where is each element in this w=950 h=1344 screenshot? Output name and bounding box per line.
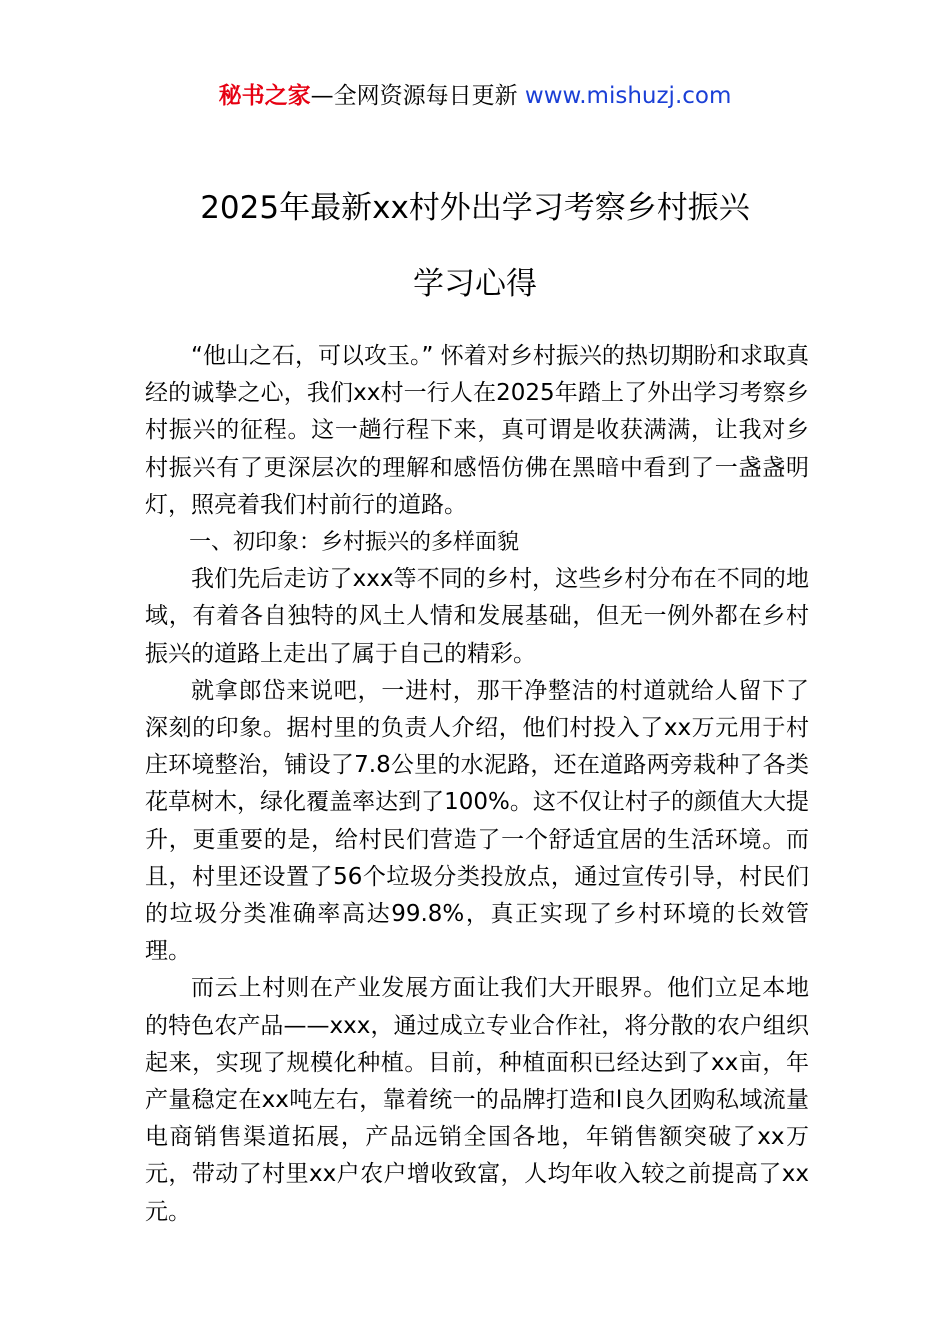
section-heading: 一、初印象：乡村振兴的多样面貌 (189, 530, 520, 556)
document-body (145, 338, 809, 1231)
site-tagline: —全网资源每日更新 (310, 83, 525, 109)
body-paragraph: 就拿郎岱来说吧，一进村，那干净整洁的村道就给人留下了深刻的印象。据村里的负责人介绍，他们村投入了xx万元用于村庄环境整治，铺设了7.8公里的水泥路，还在道路两旁栽种了各类花草树木，绿化覆盖率达到了100%。这不仅让村子的颜值大大提升，更重要的是，给村民们营造了一个舒适宜居的生活环境。而且，村里还设置了56个垃圾分类投放点，通过宣传引导，村民们的垃圾分类准确率高达99.8%，真正实现了乡村环境的长效管理。 (145, 677, 809, 965)
site-brand: 秘书之家 (218, 83, 311, 109)
intro-paragraph: “他山之石，可以攻玉。” 怀着对乡村振兴的热切期盼和求取真经的诚挚之心，我们xx村一行人在2025年踏上了外出学习考察乡村振兴的征程。这一趟行程下来，真可谓是收获满满，让我对乡村振兴有了更深层次的理解和感悟仿佛在黑暗中看到了一盏盏明灯，照亮着我们村前行的道路。 (145, 343, 809, 518)
document-title (120, 170, 830, 322)
title-line-1: 2025年最新xx村外出学习考察乡村振兴 (200, 190, 750, 226)
body-paragraph: 我们先后走访了xxx等不同的乡村，这些乡村分布在不同的地域，有着各自独特的风土人情和发展基础，但无一例外都在乡村振兴的道路上走出了属于自己的精彩。 (145, 566, 809, 667)
body-paragraph: 而云上村则在产业发展方面让我们大开眼界。他们立足本地的特色农产品——xxx，通过成立专业合作社，将分散的农户组织起来，实现了规模化种植。目前，种植面积已经达到了xx亩，年产量稳定在xx吨左右，靠着统一的品牌打造和l良久团购私域流量电商销售渠道拓展，产品远销全国各地，年销售额突破了xx万元，带动了村里xx户农户增收致富，人均年收入较之前提高了xx元。 (145, 975, 809, 1225)
title-line-2: 学习心得 (413, 266, 537, 302)
site-header (0, 80, 950, 112)
site-url-link[interactable]: www.mishuzj.com (524, 83, 732, 109)
